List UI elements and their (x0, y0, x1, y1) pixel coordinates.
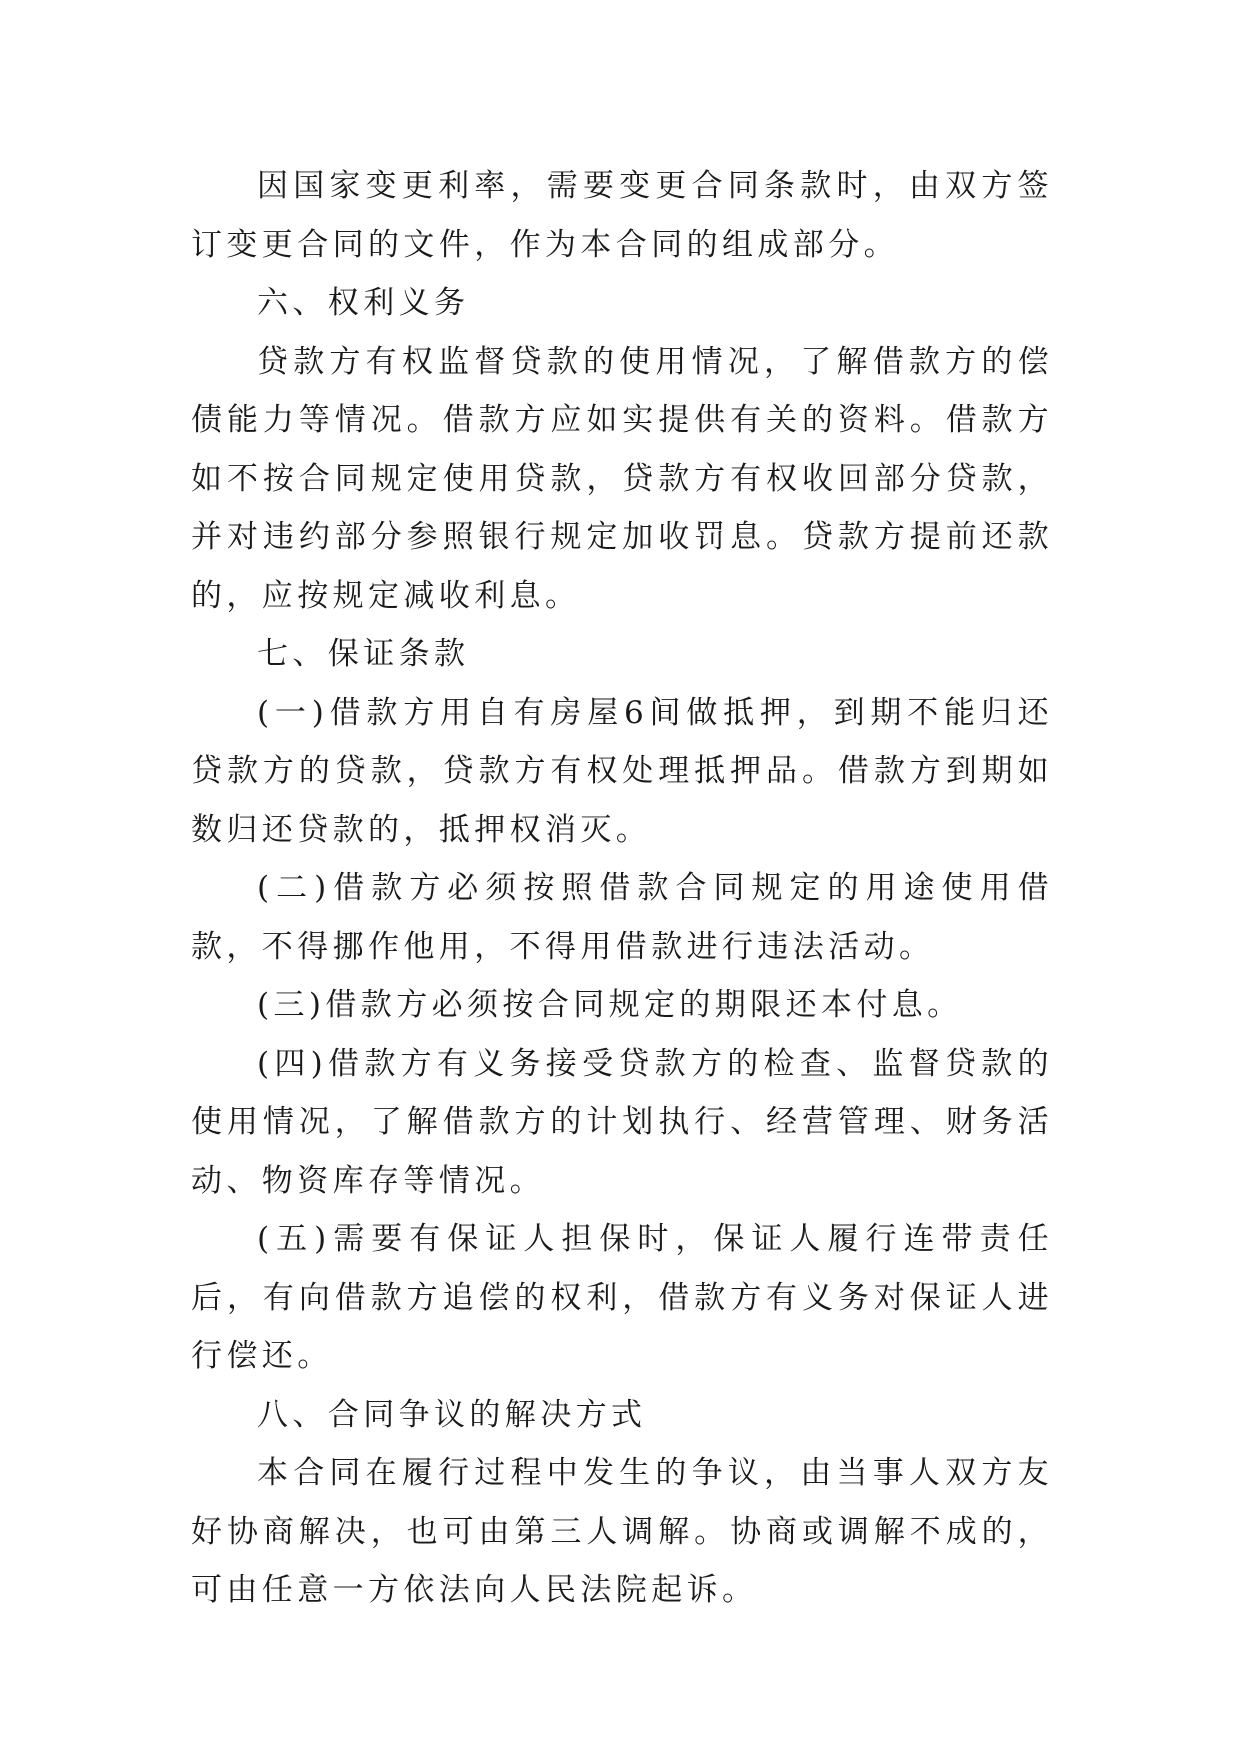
heading-rights-obligations: 六、权利义务 (257, 285, 470, 321)
paragraph-guarantee-1: (一)借款方用自有房屋6间做抵押，到期不能归还贷款方的贷款，贷款方有权处理抵押品。借款方到期如数归还贷款的，抵押权消灭。 (191, 694, 1053, 848)
paragraph-interest-rate-change: 因国家变更利率，需要变更合同条款时，由双方签订变更合同的文件，作为本合同的组成部分。 (191, 168, 1053, 263)
document-body (191, 157, 1053, 1620)
paragraph-guarantee-3: (三)借款方必须按合同规定的期限还本付息。 (257, 987, 963, 1023)
paragraph-guarantee-5: (五)需要有保证人担保时，保证人履行连带责任后，有向借款方追偿的权利，借款方有义务对保证人进行偿还。 (191, 1221, 1053, 1374)
heading-dispute-resolution: 八、合同争议的解决方式 (257, 1396, 647, 1433)
heading-guarantee-terms: 七、保证条款 (257, 636, 470, 672)
paragraph-dispute-resolution: 本合同在履行过程中发生的争议，由当事人双方友好协商解决，也可由第三人调解。协商或调解不成的，可由任意一方依法向人民法院起诉。 (191, 1455, 1053, 1608)
paragraph-rights-obligations: 贷款方有权监督贷款的使用情况，了解借款方的偿债能力等情况。借款方应如实提供有关的资料。借款方如不按合同规定使用贷款，贷款方有权收回部分贷款，并对违约部分参照银行规定加收罚息。贷款方提前还款的，应按规定减收利息。 (191, 343, 1053, 614)
paragraph-guarantee-4: (四)借款方有义务接受贷款方的检查、监督贷款的使用情况，了解借款方的计划执行、经营管理、财务活动、物资库存等情况。 (191, 1045, 1053, 1199)
paragraph-guarantee-2: (二)借款方必须按照借款合同规定的用途使用借款，不得挪作他用，不得用借款进行违法活动。 (191, 870, 1053, 965)
